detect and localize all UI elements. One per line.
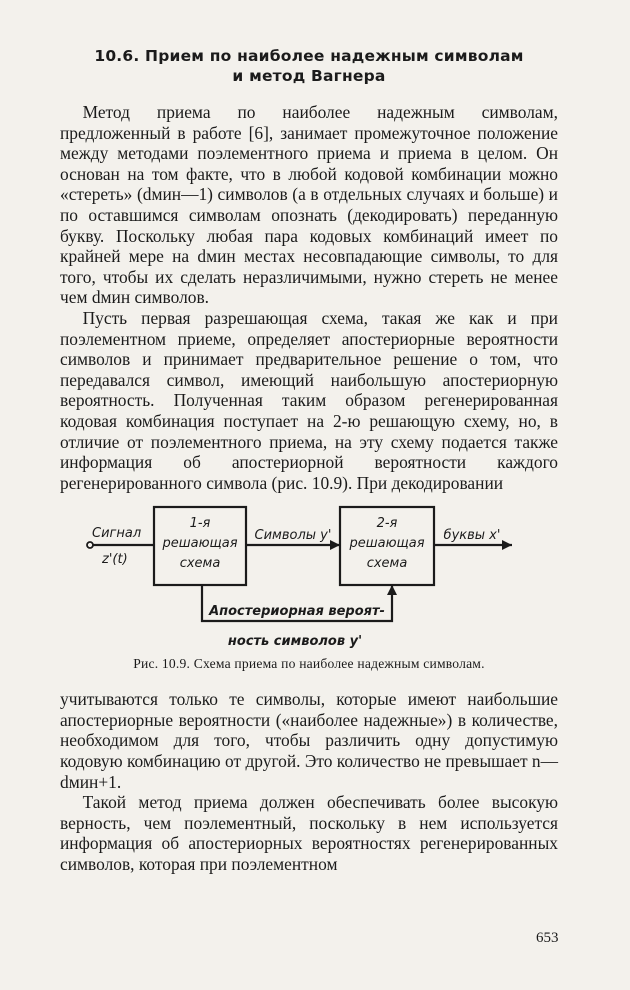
block-1-line-2: решающая <box>162 536 238 552</box>
section-title-line-1: 10.6. Прием по наиболее надежным символам <box>94 47 524 65</box>
section-title <box>60 46 558 86</box>
input-label-z: z'(t) <box>102 552 128 568</box>
block-2-line-3: схема <box>366 556 408 572</box>
input-label-signal: Сигнал <box>92 526 142 542</box>
feedback-arrow-head <box>387 585 397 595</box>
figure-diagram <box>60 503 558 653</box>
block-1-line-3: схема <box>179 556 221 572</box>
output-label: буквы x' <box>443 528 501 544</box>
paragraph-4: Такой метод приема должен обеспечивать более высокую верность, чем поэлементный, поскольку в нем используется информация об апостериорных вероятностях регенерированных символов, которая при поэлементном <box>60 792 558 875</box>
figure-caption: Рис. 10.9. Схема приема по наиболее надежным символам. <box>133 656 485 672</box>
block-2-line-1: 2-я <box>376 516 398 532</box>
feedback-label-line-1: Апостериорная вероят- <box>209 604 385 620</box>
paragraph-3: учитываются только те символы, которые имеют наибольшие апостериорные вероятности («наиболее надежные») в количестве, необходимом для того, чтобы различить одну допустимую кодовую комбинацию от другой. Это количество не превышает n—dмин+1. <box>60 689 558 792</box>
page-content <box>60 46 558 875</box>
block-2-line-2: решающая <box>349 536 425 552</box>
input-node <box>87 542 93 548</box>
feedback-label-line-2: ность символов y' <box>227 634 363 650</box>
paragraph-2: Пусть первая разрешающая схема, такая же как и при поэлементном приеме, определяет апостериорные вероятности символов и принимает предварительное решение о том, что передавался символ, имеющий наибольшую апостериорную вероятность. Полученная таким образом регенерированная кодовая комбинация поступает на 2-ю решающую схему, но, в отличие от поэлементного приема, на эту схему подается также информация об апостериорной вероятности каждого регенерированного символа (рис. 10.9). При декодировании <box>60 307 558 493</box>
page-number: 653 <box>536 930 559 946</box>
block-diagram <box>60 503 558 653</box>
paragraph-1: Метод приема по наиболее надежным символам, предложенный в работе [6], занимает промежуточное положение между методами поэлементного приема и приема в целом. Он основан на том факте, что в любой кодовой комбинации можно «стереть» (dмин—1) символов (а в отдельных случаях и больше) и по оставшимся символам опознать (декодировать) переданную букву. Поскольку любая пара кодовых комбинаций имеет по крайней мере на dмин местах несовпадающие символы, то для того, чтобы их сделать неразличимыми, нужно стереть не менее чем dмин символов. <box>60 102 558 308</box>
section-title-line-2: и метод Вагнера <box>232 67 386 85</box>
middle-arrow-head <box>330 540 340 550</box>
output-arrow-head <box>502 540 512 550</box>
block-1-line-1: 1-я <box>189 516 211 532</box>
middle-label: Символы y' <box>254 528 332 544</box>
